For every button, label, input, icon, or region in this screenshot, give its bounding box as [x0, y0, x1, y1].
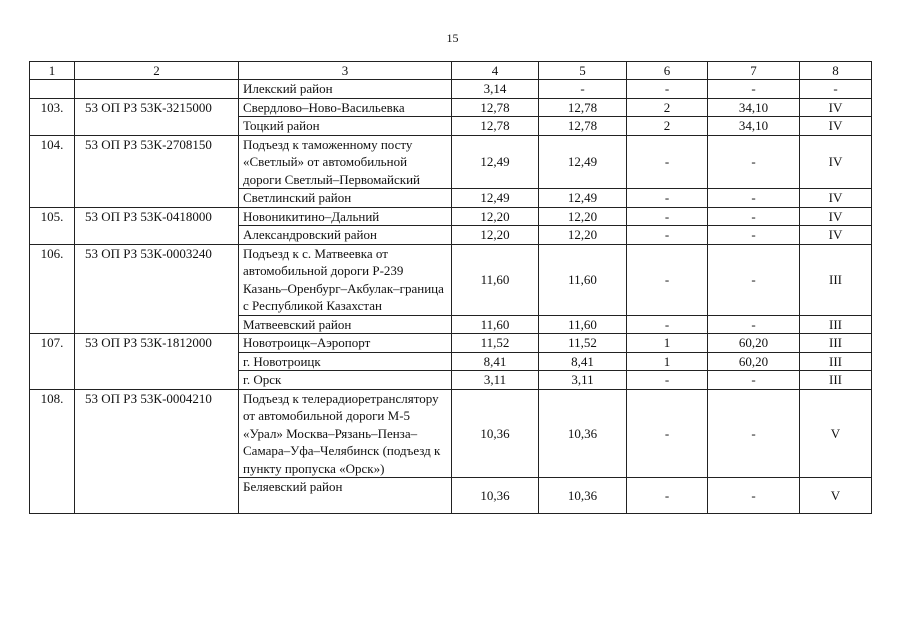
count-cell: -: [627, 389, 708, 478]
count-cell: 1: [627, 334, 708, 353]
length-cell: 10,36: [452, 478, 539, 514]
length-cell: 60,20: [708, 334, 800, 353]
length-cell: 12,20: [452, 226, 539, 245]
length-cell: 34,10: [708, 117, 800, 136]
road-code: 53 ОП РЗ 53К-0418000: [75, 207, 239, 244]
count-cell: 2: [627, 117, 708, 136]
road-name: Подъезд к телерадиоретранслятору от автомобильной дороги М-5 «Урал» Москва–Рязань–Пенза–Самара–Уфа–Челябинск (подъезд к пункту пропуска «Орск»): [239, 389, 452, 478]
column-header: 1: [30, 62, 75, 80]
length-cell: 12,49: [539, 189, 627, 208]
category-cell: IV: [800, 135, 872, 189]
length-cell: 12,49: [452, 189, 539, 208]
column-header: 8: [800, 62, 872, 80]
district-name: г. Орск: [239, 371, 452, 390]
length-cell: -: [708, 135, 800, 189]
category-cell: IV: [800, 117, 872, 136]
length-cell: 10,36: [539, 478, 627, 514]
road-name: Новоникитино–Дальний: [239, 207, 452, 226]
length-cell: -: [708, 207, 800, 226]
length-cell: 12,78: [539, 117, 627, 136]
column-header: 2: [75, 62, 239, 80]
count-cell: 1: [627, 352, 708, 371]
category-cell: IV: [800, 98, 872, 117]
count-cell: -: [627, 80, 708, 99]
category-cell: -: [800, 80, 872, 99]
row-number: 105.: [30, 207, 75, 244]
length-cell: -: [708, 371, 800, 390]
category-cell: IV: [800, 189, 872, 208]
category-cell: V: [800, 389, 872, 478]
column-header: 5: [539, 62, 627, 80]
road-code: 53 ОП РЗ 53К-3215000: [75, 98, 239, 135]
category-cell: V: [800, 478, 872, 514]
length-cell: 12,20: [452, 207, 539, 226]
length-cell: 60,20: [708, 352, 800, 371]
road-code: 53 ОП РЗ 53К-2708150: [75, 135, 239, 207]
district-name: Беляевский район: [239, 478, 452, 514]
length-cell: 12,49: [539, 135, 627, 189]
count-cell: -: [627, 315, 708, 334]
length-cell: 12,78: [452, 117, 539, 136]
count-cell: -: [627, 135, 708, 189]
road-name: Новотроицк–Аэропорт: [239, 334, 452, 353]
length-cell: -: [708, 80, 800, 99]
table-row: [30, 135, 872, 189]
category-cell: III: [800, 371, 872, 390]
district-name: Матвеевский район: [239, 315, 452, 334]
table-row: [30, 80, 872, 99]
page-number: 15: [446, 31, 459, 45]
district-name: г. Новотроицк: [239, 352, 452, 371]
district-name: Светлинский район: [239, 189, 452, 208]
length-cell: -: [708, 315, 800, 334]
length-cell: 12,78: [452, 98, 539, 117]
length-cell: 8,41: [539, 352, 627, 371]
road-code: 53 ОП РЗ 53К-0004210: [75, 389, 239, 514]
road-name: Подъезд к с. Матвеевка от автомобильной дороги Р-239 Казань–Оренбург–Акбулак–граница с Республикой Казахстан: [239, 244, 452, 315]
count-cell: 2: [627, 98, 708, 117]
count-cell: -: [627, 371, 708, 390]
length-cell: 12,20: [539, 207, 627, 226]
length-cell: 10,36: [452, 389, 539, 478]
length-cell: 12,78: [539, 98, 627, 117]
column-header: 3: [239, 62, 452, 80]
header-row: [30, 62, 872, 80]
count-cell: -: [627, 189, 708, 208]
category-cell: III: [800, 244, 872, 315]
row-number: 104.: [30, 135, 75, 207]
length-cell: 11,60: [539, 244, 627, 315]
count-cell: -: [627, 244, 708, 315]
length-cell: 10,36: [539, 389, 627, 478]
length-cell: -: [708, 389, 800, 478]
length-cell: -: [708, 244, 800, 315]
length-cell: 8,41: [452, 352, 539, 371]
row-number: 107.: [30, 334, 75, 390]
length-cell: 34,10: [708, 98, 800, 117]
table-row: [30, 389, 872, 478]
district-name: Тоцкий район: [239, 117, 452, 136]
road-code: 53 ОП РЗ 53К-1812000: [75, 334, 239, 390]
length-cell: 11,60: [452, 244, 539, 315]
table-row: [30, 244, 872, 315]
category-cell: IV: [800, 207, 872, 226]
column-header: 7: [708, 62, 800, 80]
length-cell: 3,14: [452, 80, 539, 99]
table-row: [30, 334, 872, 353]
column-header: 4: [452, 62, 539, 80]
district-name: Александровский район: [239, 226, 452, 245]
column-header: 6: [627, 62, 708, 80]
row-number: 108.: [30, 389, 75, 514]
district-name: Илекский район: [239, 80, 452, 99]
count-cell: -: [627, 207, 708, 226]
length-cell: 3,11: [452, 371, 539, 390]
length-cell: -: [708, 189, 800, 208]
row-number: 103.: [30, 98, 75, 135]
length-cell: 11,60: [539, 315, 627, 334]
road-name: Подъезд к таможенному посту «Светлый» от автомобильной дороги Светлый–Первомайский: [239, 135, 452, 189]
category-cell: IV: [800, 226, 872, 245]
length-cell: 3,11: [539, 371, 627, 390]
category-cell: III: [800, 352, 872, 371]
table-row: [30, 98, 872, 117]
length-cell: -: [708, 226, 800, 245]
road-code: 53 ОП РЗ 53К-0003240: [75, 244, 239, 334]
row-number: 106.: [30, 244, 75, 334]
length-cell: 11,52: [539, 334, 627, 353]
row-number-cell: [30, 80, 75, 99]
length-cell: -: [708, 478, 800, 514]
roads-table: [29, 61, 872, 514]
count-cell: -: [627, 226, 708, 245]
length-cell: 12,20: [539, 226, 627, 245]
length-cell: -: [539, 80, 627, 99]
count-cell: -: [627, 478, 708, 514]
road-code-cell: [75, 80, 239, 99]
length-cell: 12,49: [452, 135, 539, 189]
category-cell: III: [800, 334, 872, 353]
table-row: [30, 207, 872, 226]
road-name: Свердлово–Ново-Васильевка: [239, 98, 452, 117]
category-cell: III: [800, 315, 872, 334]
length-cell: 11,60: [452, 315, 539, 334]
length-cell: 11,52: [452, 334, 539, 353]
